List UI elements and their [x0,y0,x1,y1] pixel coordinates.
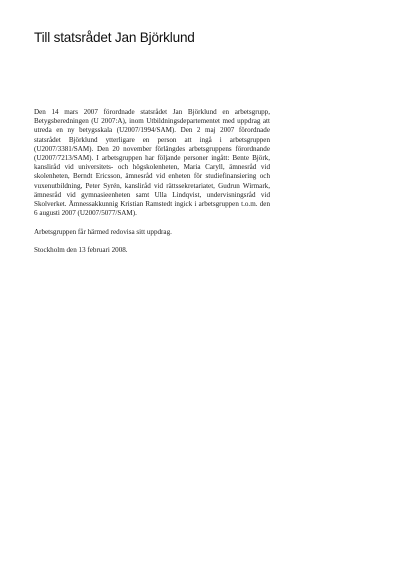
paragraph-assignment: Den 14 mars 2007 förordnade statsrådet Jan Björklund en arbetsgrupp, Betygsberedningen (U 2007:A), inom Utbildningsdepartementet med uppdrag att utreda en ny betygsskala (U2007/1994/SAM). Den 2 maj 2007 förordnade statsrådet Björklund ytterligare en person att ingå i arbetsgruppen (U2007/3381/SAM). Den 20 november förlängdes arbetsgruppens förordnande (U2007/7213/SAM). I arbetsgruppen har följande personer ingått: Bente Björk, kansliråd vid universitets- och högskolenheten, Maria Caryll, ämnesråd vid skolenheten, Berndt Ericsson, ämnesråd vid enheten för studiefinansiering och vuxenutbildning, Peter Syrén, kansliråd vid rättssekretariatet, Gudrun Wirmark, ämnesråd vid gymnasieenheten samt Ulla Lindqvist, undervisningsråd vid Skolverket. Ämnessakkunnig Kristian Ramstedt ingick i arbetsgruppen t.o.m. den 6 augusti 2007 (U2007/5077/SAM). [34,108,270,218]
document-body [34,108,270,255]
paragraph-report: Arbetsgruppen får härmed redovisa sitt uppdrag. [34,227,172,236]
page-title: Till statsrådet Jan Björklund [34,30,195,45]
paragraph-place-date: Stockholm den 13 februari 2008. [34,246,128,255]
